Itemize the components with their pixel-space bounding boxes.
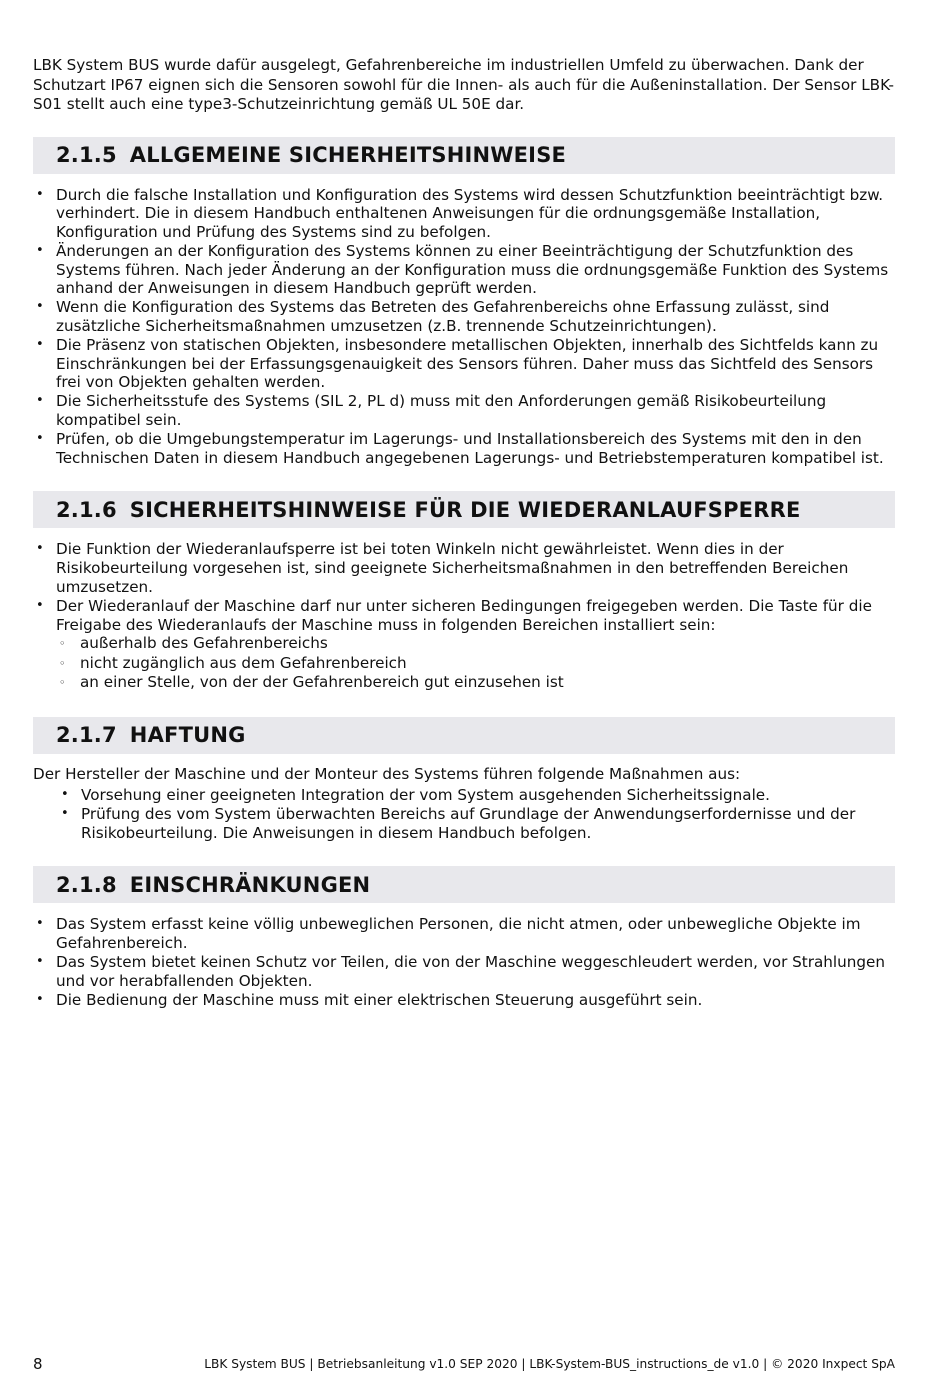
bullet-icon: •: [36, 991, 44, 1007]
bullet-icon: •: [61, 786, 69, 802]
bullet-icon: •: [36, 336, 44, 352]
bullet-icon: •: [36, 430, 44, 446]
footer-meta: LBK System BUS | Betriebsanleitung v1.0 SEP 2020 | LBK-System-BUS_instructions_de v1.0 | © 2020 Inxpect SpA: [204, 1357, 895, 1371]
sub-list-item: ◦ an einer Stelle, von der der Gefahrenbereich gut einzusehen ist: [59, 673, 564, 692]
list-item: • Die Präsenz von statischen Objekten, insbesondere metallischen Objekten, innerhalb des Sichtfelds kann zu Einschränkungen bei der Erfassungsgenauigkeit des Sensors führen. Daher muss das Sichtfeld des Sensors frei von Objekten gehalten werden.: [36, 335, 879, 392]
list-item: • Prüfen, ob die Umgebungstemperatur im Lagerungs- und Installationsbereich des Systems mit den in den Technischen Daten in diesem Handbuch angegebenen Lagerungs- und Betriebstemperaturen kompatibel ist.: [36, 429, 884, 467]
bullet-icon: •: [36, 242, 44, 258]
bullet-icon: •: [36, 299, 44, 315]
safety-notes-list: [33, 186, 895, 468]
list-item: • Änderungen an der Konfiguration des Systems können zu einer Beeinträchtigung der Schutzfunktion des Systems führen. Nach jeder Änderung an der Konfiguration muss die ordnungsgemäße Funktion des Systems anhand der Anweisungen in diesem Handbuch geprüft werden.: [36, 241, 889, 298]
liability-list: [33, 786, 895, 842]
circle-bullet-icon: ◦: [59, 637, 66, 651]
restart-button-locations-list: [33, 634, 895, 693]
bullet-icon: •: [36, 541, 44, 557]
list-item: • Durch die falsche Installation und Konfiguration des Systems wird dessen Schutzfunktion beeinträchtigt bzw. verhindert. Die in diesem Handbuch enthaltenen Anweisungen für die ordnungsgemäße Installation, Konfiguration und Prüfung des Systems sind zu befolgen.: [36, 185, 884, 242]
section-title: ALLGEMEINE SICHERHEITSHINWEISE: [129, 143, 567, 167]
list-item: • Das System bietet keinen Schutz vor Teilen, die von der Maschine weggeschleudert werden, vor Strahlungen und vor herabfallenden Objekten.: [36, 952, 886, 990]
page-footer: [33, 1355, 895, 1375]
bullet-icon: •: [36, 953, 44, 969]
liability-paragraph: Der Hersteller der Maschine und der Monteur des Systems führen folgende Maßnahmen aus:: [33, 764, 741, 783]
sub-list-item: ◦ außerhalb des Gefahrenbereichs: [59, 634, 328, 653]
bullet-icon: •: [36, 597, 44, 613]
list-item: • Prüfung des vom System überwachten Bereichs auf Grundlage der Anwendungserfordernisse und der Risikobeurteilung. Die Anweisungen in diesem Handbuch befolgen.: [61, 804, 856, 842]
list-item: • Das System erfasst keine völlig unbeweglichen Personen, die nicht atmen, oder unbewegliche Objekte im Gefahrenbereich.: [36, 915, 861, 953]
list-item: • Die Sicherheitsstufe des Systems (SIL 2, PL d) muss mit den Anforderungen gemäß Risikobeurteilung kompatibel sein.: [36, 392, 827, 430]
section-title: SICHERHEITSHINWEISE FÜR DIE WIEDERANLAUFSPERRE: [129, 497, 801, 522]
section-title: HAFTUNG: [129, 723, 246, 748]
document-page: [33, 56, 895, 1009]
restart-notes-list: [33, 540, 895, 634]
bullet-icon: •: [36, 393, 44, 409]
intro-paragraph: LBK System BUS wurde dafür ausgelegt, Gefahrenbereiche im industriellen Umfeld zu überwachen. Dank der Schutzart IP67 eignen sich die Sensoren sowohl für die Innen- als auch für die Außeninstallation. Der Sensor LBK-S01 stellt auch eine type3-Schutzeinrichtung gemäß UL 50E dar.: [33, 56, 894, 113]
section-heading-2-1-7: [33, 717, 895, 754]
list-item: • Die Bedienung der Maschine muss mit einer elektrischen Steuerung ausgeführt sein.: [36, 990, 703, 1009]
bullet-icon: •: [36, 916, 44, 932]
list-item: • Wenn die Konfiguration des Systems das Betreten des Gefahrenbereichs ohne Erfassung zulässt, sind zusätzliche Sicherheitsmaßnahmen umzusetzen (z.B. trennende Schutzeinrichtungen).: [36, 298, 830, 336]
section-heading-2-1-5: [33, 137, 895, 174]
circle-bullet-icon: ◦: [59, 676, 66, 690]
section-heading-2-1-6: [33, 491, 895, 528]
circle-bullet-icon: ◦: [59, 656, 66, 670]
limitations-list: [33, 915, 895, 1009]
section-heading-2-1-8: [33, 866, 895, 903]
list-item: • Der Wiederanlauf der Maschine darf nur unter sicheren Bedingungen freigegeben werden. Die Taste für die Freigabe des Wiederanlaufs der Maschine muss in folgenden Bereichen installiert sein:: [36, 596, 872, 634]
section-number: 2.1.8: [56, 872, 117, 897]
list-item: • Vorsehung einer geeigneten Integration der vom System ausgehenden Sicherheitssignale.: [61, 785, 770, 804]
bullet-icon: •: [61, 805, 69, 821]
section-number: 2.1.6: [56, 497, 117, 522]
section-number: 2.1.7: [56, 723, 117, 748]
list-item: • Die Funktion der Wiederanlaufsperre ist bei toten Winkeln nicht gewährleistet. Wenn dies in der Risikobeurteilung vorgesehen ist, sind geeignete Sicherheitsmaßnahmen in den betreffenden Bereichen umzusetzen.: [36, 540, 849, 597]
bullet-icon: •: [36, 186, 44, 202]
page-number: 8: [33, 1355, 43, 1373]
section-title: EINSCHRÄNKUNGEN: [129, 872, 371, 897]
sub-list-item: ◦ nicht zugänglich aus dem Gefahrenbereich: [59, 653, 407, 672]
section-number: 2.1.5: [56, 143, 117, 167]
